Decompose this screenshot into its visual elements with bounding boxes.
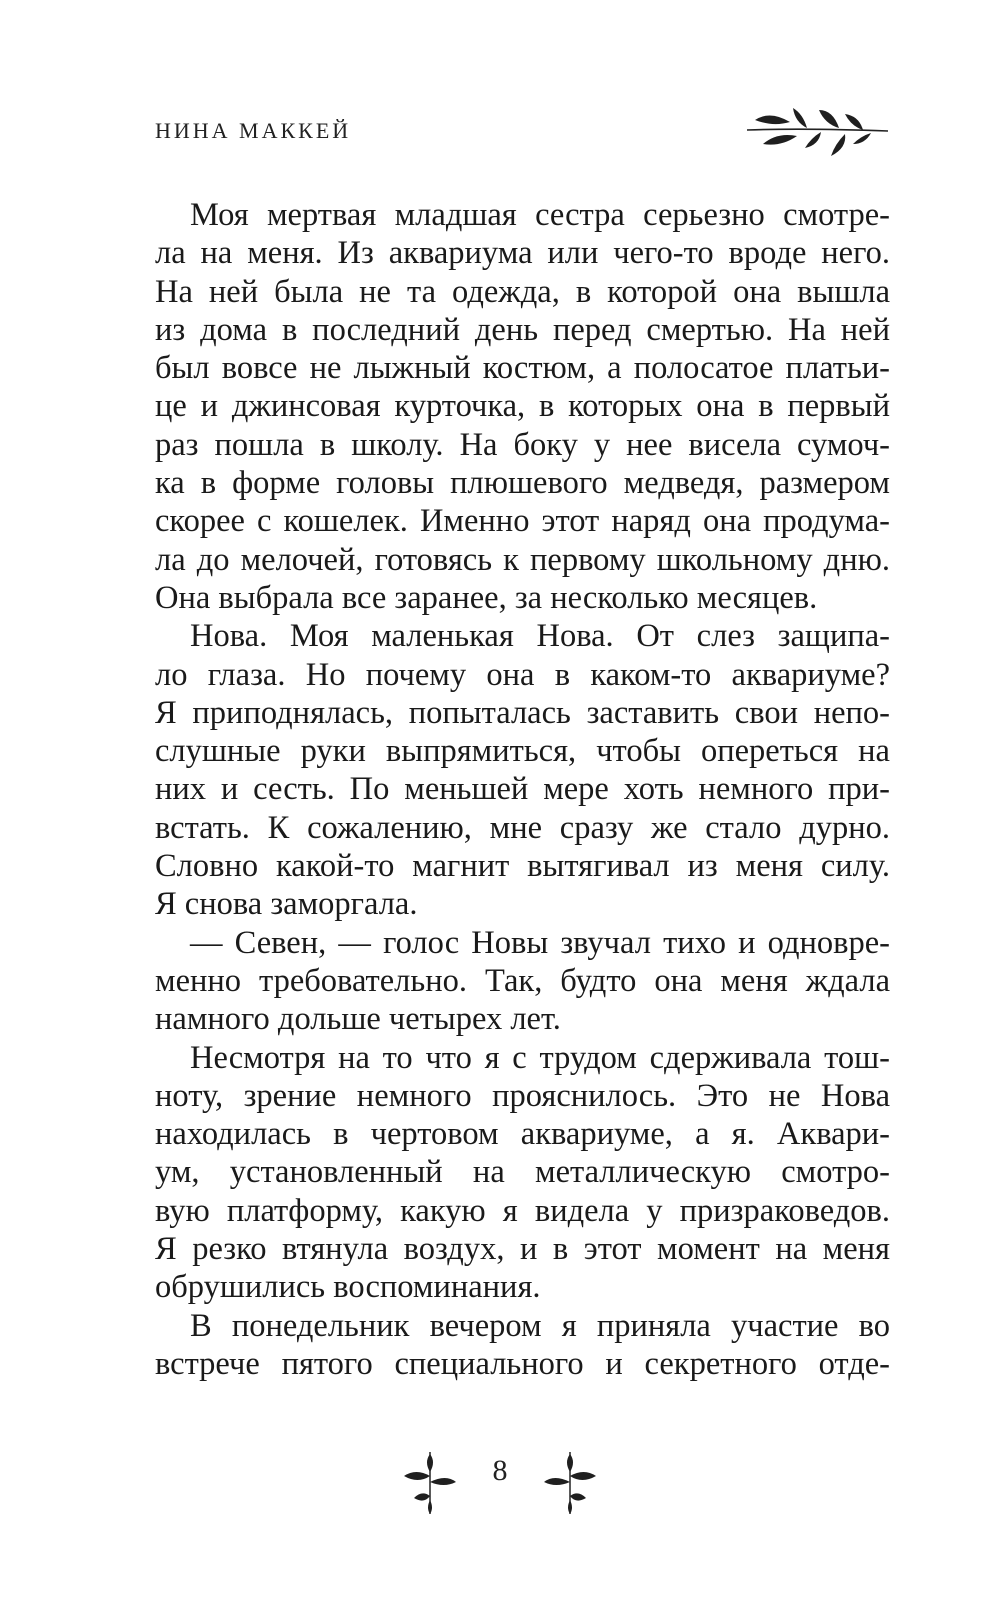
text-line: из дома в последний день перед смертью. На ней xyxy=(155,311,890,348)
text-line: Моя мертвая младшая сестра серьезно смотре- xyxy=(190,197,890,233)
text-line: менно требовательно. Так, будто она меня ждала xyxy=(155,962,890,999)
text-line: вую платформу, какую я видела у призраковедов. xyxy=(155,1192,890,1229)
text-line: Словно какой-то магнит вытягивал из меня силу. xyxy=(155,848,890,885)
body-text xyxy=(155,196,890,1383)
text-line: ка в форме головы плюшевого медведя, размером xyxy=(155,465,890,502)
text-line: раз пошла в школу. На боку у нее висела сумоч- xyxy=(155,426,890,463)
page-footer xyxy=(0,1450,1000,1520)
text-line: ум, установленный на металлическую смотро- xyxy=(155,1154,890,1191)
text-line: скорее с кошелек. Именно этот наряд она продума- xyxy=(155,503,890,540)
text-line: ло глаза. Но почему она в каком-то аквариуме? xyxy=(155,656,890,693)
paragraph xyxy=(155,924,890,1039)
leaf-sprig-icon xyxy=(540,1450,600,1516)
paragraph xyxy=(155,1039,890,1307)
text-line: встрече пятого специального и секретного отде- xyxy=(155,1345,890,1382)
text-line: них и сесть. По меньшей мере хоть немного при- xyxy=(155,771,890,808)
text-line: Она выбрала все заранее, за несколько месяцев. xyxy=(155,579,818,616)
running-head-author: НИНА МАККЕЙ xyxy=(155,118,352,143)
text-line: В понедельник вечером я приняла участие во xyxy=(190,1307,890,1344)
page-number: 8 xyxy=(492,1454,508,1487)
leaf-branch-icon xyxy=(745,100,890,162)
text-line: находилась в чертовом аквариуме, а я. Аквари- xyxy=(155,1116,890,1153)
text-line: це и джинсовая курточка, в которых она в первый xyxy=(155,388,890,425)
text-line: ноту, зрение немного прояснилось. Это не Нова xyxy=(155,1077,890,1114)
text-line: обрушились воспоминания. xyxy=(155,1269,541,1306)
text-line: ла на меня. Из аквариума или чего-то вроде него. xyxy=(155,235,890,272)
text-line: был вовсе не лыжный костюм, а полосатое платьи- xyxy=(155,350,890,387)
text-line: намного дольше четырех лет. xyxy=(155,1001,561,1038)
text-line: встать. К сожалению, мне сразу же стало дурно. xyxy=(155,809,890,846)
text-line: ла до мелочей, готовясь к первому школьному дню. xyxy=(155,541,890,578)
text-line: На ней была не та одежда, в которой она вышла xyxy=(155,273,890,310)
text-line: Я снова заморгала. xyxy=(155,886,418,923)
paragraph xyxy=(155,617,890,923)
text-line: слушные руки выпрямиться, чтобы опереться на xyxy=(155,733,890,770)
paragraph xyxy=(155,1307,890,1384)
text-line: — Севен, — голос Новы звучал тихо и одновре- xyxy=(190,924,890,961)
text-line: Я приподнялась, попыталась заставить свои непо- xyxy=(155,694,890,731)
text-line: Я резко втянула воздух, и в этот момент на меня xyxy=(155,1231,890,1268)
text-line: Нова. Моя маленькая Нова. От слез защипа- xyxy=(190,618,890,655)
text-line: Несмотря на то что я с трудом сдерживала тош- xyxy=(190,1039,890,1076)
paragraph xyxy=(155,196,890,617)
leaf-sprig-icon xyxy=(400,1450,460,1516)
